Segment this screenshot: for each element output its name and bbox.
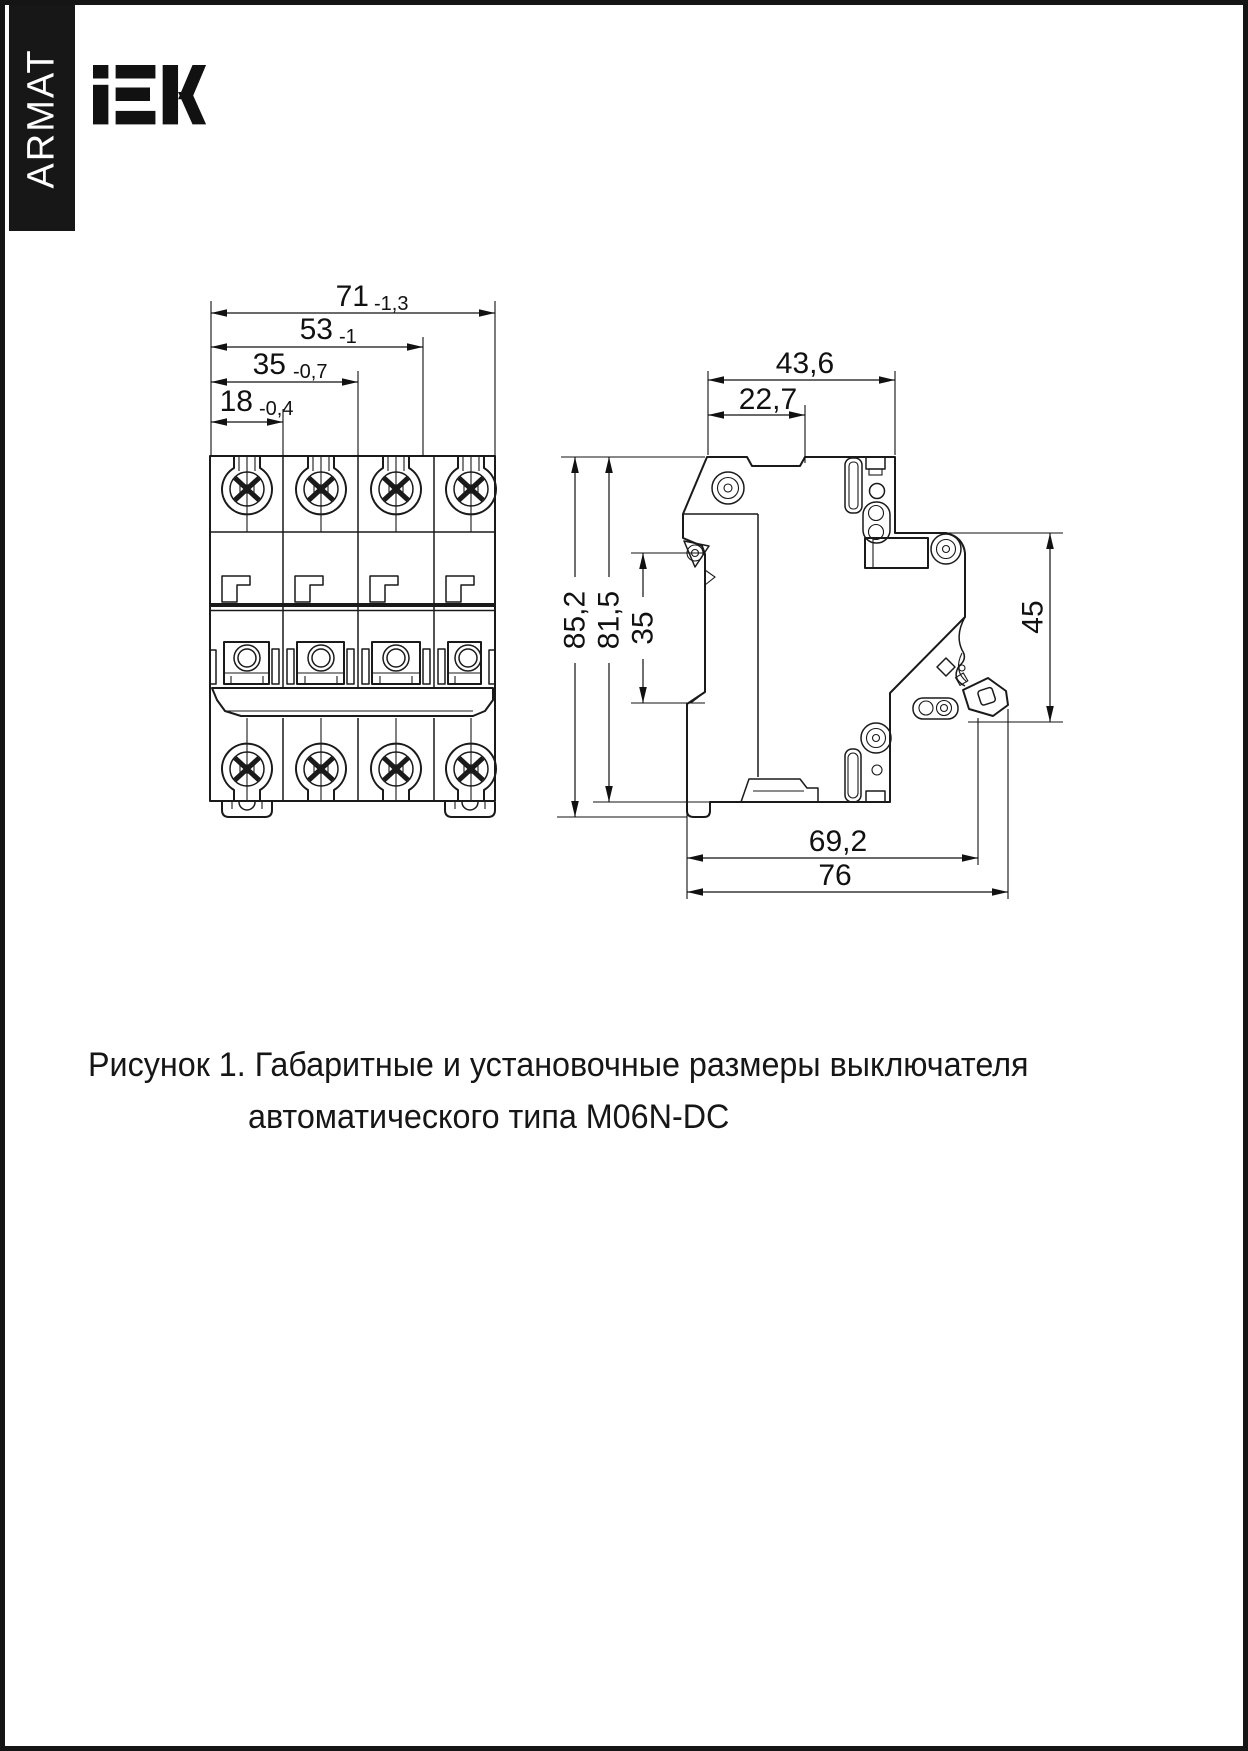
- lower-right-details: [741, 658, 958, 802]
- dim-18: 18: [219, 385, 253, 418]
- dim-35-side: 35: [626, 611, 660, 645]
- armat-brand-text: ARMAT: [20, 47, 63, 189]
- mounting-feet: [222, 802, 495, 817]
- bottom-terminal-screws: [222, 718, 496, 802]
- dim-35-tol: -0,7: [293, 361, 328, 383]
- dim-53-tol: -1: [339, 326, 357, 348]
- top-terminal-screws: [222, 456, 496, 532]
- pole-tabs: [222, 576, 474, 602]
- handle-row: [210, 642, 495, 684]
- side-profile: [683, 457, 965, 817]
- dim-35: 35: [252, 348, 286, 381]
- dim-81-5: 81,5: [592, 590, 626, 650]
- handle-tie-bar: [212, 688, 493, 716]
- dim-71-tol: -1,3: [374, 293, 409, 315]
- technical-drawing: [5, 5, 1248, 1751]
- dim-69-2: 69,2: [808, 825, 868, 858]
- dim-85-2: 85,2: [558, 590, 592, 650]
- din-latch: [956, 617, 1008, 716]
- dim-45: 45: [1016, 600, 1050, 634]
- dim-43-6: 43,6: [775, 347, 835, 380]
- dim-22-7: 22,7: [738, 383, 798, 416]
- figure-caption-line1: Рисунок 1. Габаритные и установочные размеры выключателя: [88, 1046, 1029, 1084]
- dim-18-tol: -0,4: [259, 398, 294, 420]
- din-clip-details: [845, 457, 890, 543]
- side-view-dimensions: [557, 347, 1063, 899]
- front-view-dimensions: [211, 280, 495, 456]
- dim-76: 76: [818, 859, 852, 892]
- dim-71: 71: [335, 280, 369, 313]
- dim-53: 53: [299, 313, 333, 346]
- figure-caption-line2: автоматического типа М06N-DC: [248, 1098, 730, 1136]
- front-view-drawing: [210, 280, 496, 817]
- side-view-drawing: [557, 347, 1063, 899]
